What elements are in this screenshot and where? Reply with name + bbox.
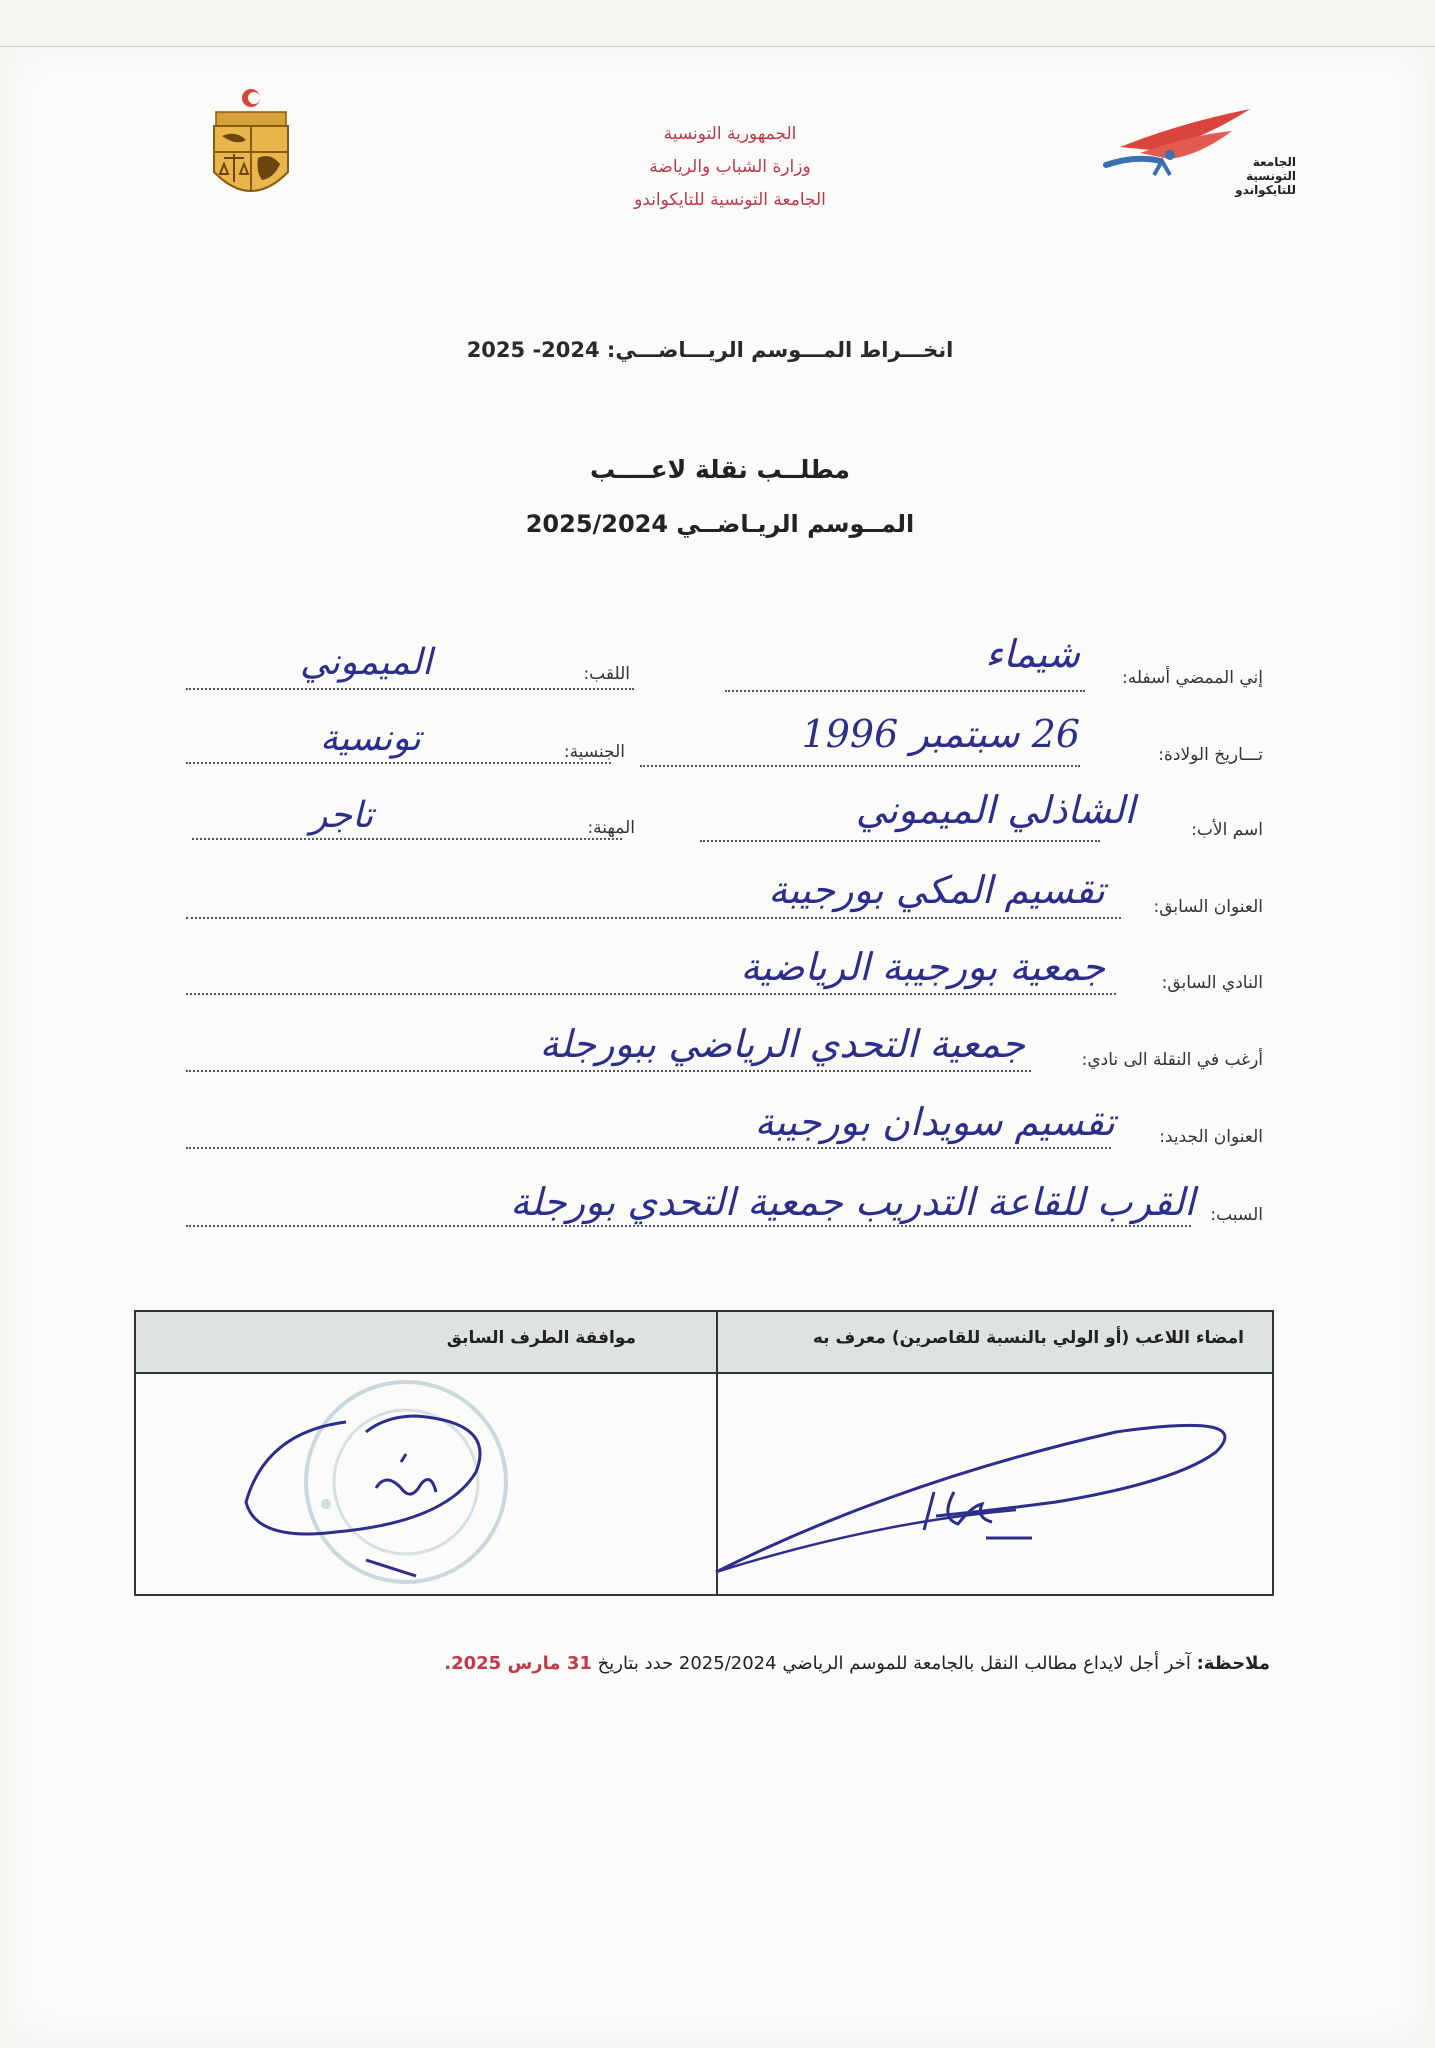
- nationality-line: [186, 762, 611, 764]
- logo-text-2: التونسية: [1246, 169, 1296, 183]
- father-label: اسم الأب:: [1191, 820, 1263, 840]
- birth-value: 26 سبتمبر 1996: [801, 712, 1080, 756]
- header-block: [520, 118, 940, 217]
- new-address-value: تقسيم سويدان بورجيبة: [754, 1100, 1115, 1144]
- signature-table-header: [136, 1312, 1272, 1374]
- deadline-note: [320, 1653, 1270, 1674]
- reason-line: [186, 1225, 1191, 1227]
- note-date: 31 مارس 2025.: [444, 1653, 592, 1674]
- birth-line: [640, 765, 1080, 767]
- page-title: مطلــب نقلة لاعــــب: [589, 455, 851, 484]
- prev-club-label: النادي السابق:: [1161, 973, 1263, 993]
- prev-address-label: العنوان السابق:: [1153, 897, 1263, 917]
- note-text: آخر أجل لايداع مطالب النقل بالجامعة للموسم الرياضي 2025/2024 حدد بتاريخ: [597, 1653, 1191, 1674]
- coat-of-arms-icon: [210, 86, 292, 214]
- job-line: [192, 838, 622, 840]
- surname-label: اللقب:: [583, 664, 630, 684]
- job-label: المهنة:: [587, 818, 635, 838]
- father-value: الشاذلي الميموني: [855, 788, 1135, 832]
- reason-label: السبب:: [1210, 1205, 1263, 1225]
- surname-value: الميموني: [300, 642, 433, 683]
- surname-line: [186, 688, 634, 690]
- father-line: [700, 840, 1100, 842]
- prev-club-value: جمعية بورجيبة الرياضية: [740, 945, 1105, 989]
- player-signature-icon: [696, 1392, 1256, 1592]
- signer-label: إني الممضي أسفله:: [1122, 668, 1263, 688]
- reason-value: القرب للقاعة التدريب جمعية التحدي بورجلة: [510, 1180, 1195, 1224]
- prev-club-line: [186, 993, 1116, 995]
- signer-value: شيماء: [985, 632, 1080, 676]
- prev-address-value: تقسيم المكي بورجيبة: [768, 868, 1105, 912]
- wish-value: جمعية التحدي الرياضي ببورجلة: [539, 1022, 1025, 1066]
- season-subtitle: المــوسم الريـاضــي 2025/2024: [525, 510, 915, 538]
- job-value: تاجر: [310, 795, 374, 836]
- new-address-line: [186, 1147, 1111, 1149]
- federation-line: الجامعة التونسية للتايكواندو: [634, 190, 826, 210]
- player-signature-header: امضاء اللاعب (أو الولي بالنسبة للقاصرين) معرف به: [812, 1328, 1244, 1348]
- signature-table: [134, 1310, 1274, 1596]
- season-affiliation: انخـــراط المـــوسم الريـــاضـــي: 2024- 2025: [466, 338, 954, 362]
- logo-text-3: للتايكواندو: [1235, 183, 1296, 197]
- nationality-value: تونسية: [320, 718, 421, 759]
- signer-line: [725, 690, 1085, 692]
- federation-logo: [1100, 105, 1310, 205]
- logo-text-1: الجامعة: [1252, 155, 1296, 169]
- previous-party-header: موافقة الطرف السابق: [446, 1328, 636, 1348]
- wish-line: [186, 1070, 1031, 1072]
- republic-line: الجمهورية التونسية: [663, 124, 797, 144]
- new-address-label: العنوان الجديد:: [1159, 1127, 1263, 1147]
- birth-label: تـــاريخ الولادة:: [1158, 745, 1263, 765]
- note-label: ملاحظة:: [1196, 1653, 1270, 1674]
- ministry-line: وزارة الشباب والرياضة: [649, 157, 811, 177]
- top-divider: [0, 46, 1435, 47]
- prev-address-line: [186, 917, 1121, 919]
- wish-label: أرغب في النقلة الى نادي:: [1081, 1050, 1263, 1070]
- nationality-label: الجنسية:: [563, 742, 625, 762]
- previous-party-signature-icon: [226, 1392, 566, 1592]
